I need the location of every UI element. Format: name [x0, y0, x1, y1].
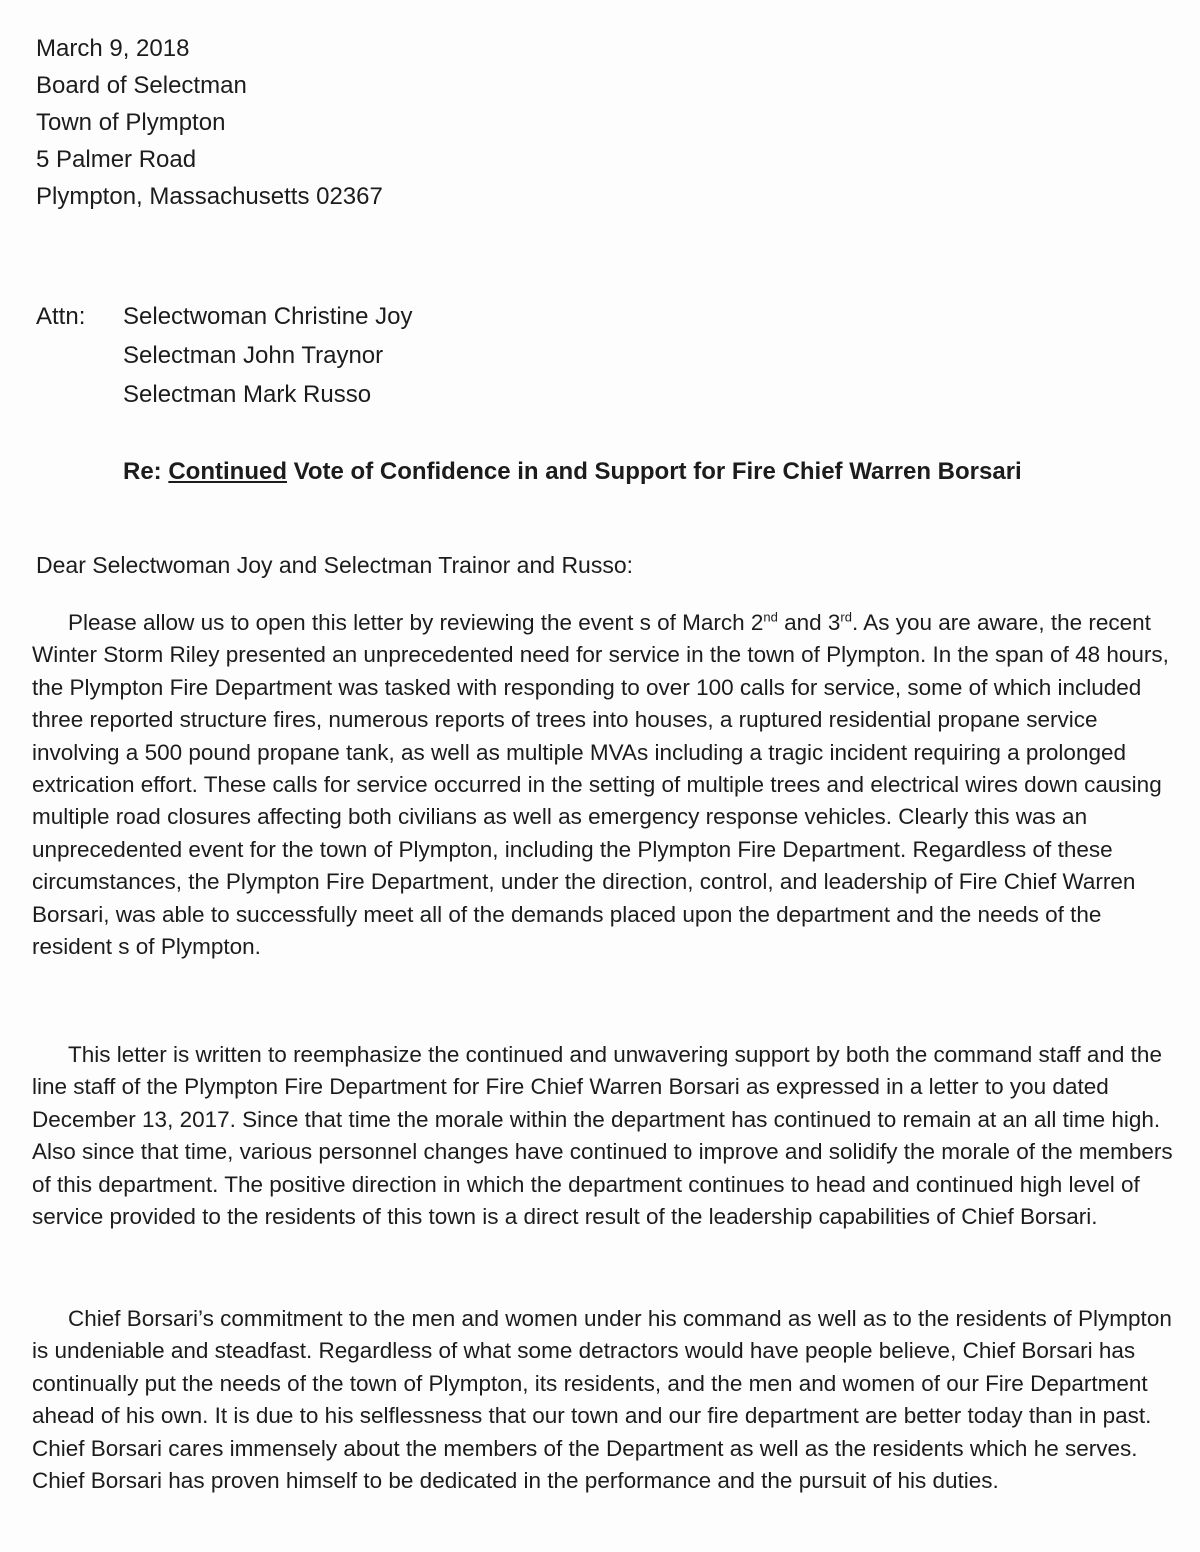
subject-prefix: Re:	[123, 458, 162, 485]
paragraph-2: This letter is written to reemphasize the continued and unwavering support by both the command staff and the line staff of the Plympton Fire Department for Fire Chief Warren Borsari as expressed in a letter to you dated December 13, 2017. Since that time the morale within the department has continued to remain at an all time high. Also since that time, various personnel changes have continued to improve and solidify the morale of the members of this department. The positive direction in which the department continues to head and continued high level of service provided to the residents of this town is a direct result of the leadership capabilities of Chief Borsari.	[32, 1042, 1173, 1230]
subject-line	[123, 455, 1022, 489]
letter-date: March 9, 2018	[36, 35, 190, 62]
address-block	[36, 30, 383, 215]
attn-name-2: Selectman John Traynor	[123, 342, 384, 369]
attn-names	[123, 297, 412, 414]
attn-label: Attn:	[36, 303, 86, 330]
attn-name-1: Selectwoman Christine Joy	[123, 303, 413, 330]
recipient-line-3: 5 Palmer Road	[36, 146, 197, 173]
attn-name-3: Selectman Mark Russo	[123, 381, 372, 408]
paragraph-1-part-b: and 3	[777, 610, 841, 635]
superscript-rd: rd	[840, 609, 852, 625]
subject-underlined: Continued	[168, 458, 287, 485]
recipient-line-4: Plympton, Massachusetts 02367	[36, 183, 383, 210]
recipient-line-1: Board of Selectman	[36, 72, 247, 99]
paragraph-3: Chief Borsari’s commitment to the men and women under his command as well as to the residents of Plympton is undeniable and steadfast. Regardless of what some detractors would have people believe, Chief Borsari has continually put the needs of the town of Plympton, its residents, and the men and women of our Fire Department ahead of his own. It is due to his selflessness that our town and our fire department are better today than in past. Chief Borsari cares immensely about the members of the Department as well as the residents which he serves. Chief Borsari has proven himself to be dedicated in the performance and the pursuit of his duties.	[32, 1306, 1172, 1494]
subject-rest: Vote of Confidence in and Support for Fire Chief Warren Borsari	[293, 458, 1022, 485]
superscript-nd: nd	[763, 609, 778, 625]
paragraph-1	[32, 607, 1174, 963]
paragraph-1-part-a: Please allow us to open this letter by reviewing the event s of March 2	[68, 610, 764, 635]
recipient-line-2: Town of Plympton	[36, 109, 226, 136]
salutation: Dear Selectwoman Joy and Selectman Trainor and Russo:	[36, 552, 634, 578]
paragraph-1-part-c: . As you are aware, the recent Winter Storm Riley presented an unprecedented need for service in the town of Plympton. In the span of 48 hours, the Plympton Fire Department was tasked with responding to over 100 calls for service, some of which included three reported structure fires, numerous reports of trees into houses, a ruptured residential propane service involving a 500 pound propane tank, as well as multiple MVAs including a tragic incident requiring a prolonged extrication effort. These calls for service occurred in the setting of multiple trees and electrical wires down causing multiple road closures affecting both civilians as well as emergency response vehicles. Clearly this was an unprecedented event for the town of Plympton, including the Plympton Fire Department. Regardless of these circumstances, the Plympton Fire Department, under the direction, control, and leadership of Fire Chief Warren Borsari, was able to successfully meet all of the demands placed upon the department and the needs of the resident s of Plympton.	[32, 610, 1169, 960]
